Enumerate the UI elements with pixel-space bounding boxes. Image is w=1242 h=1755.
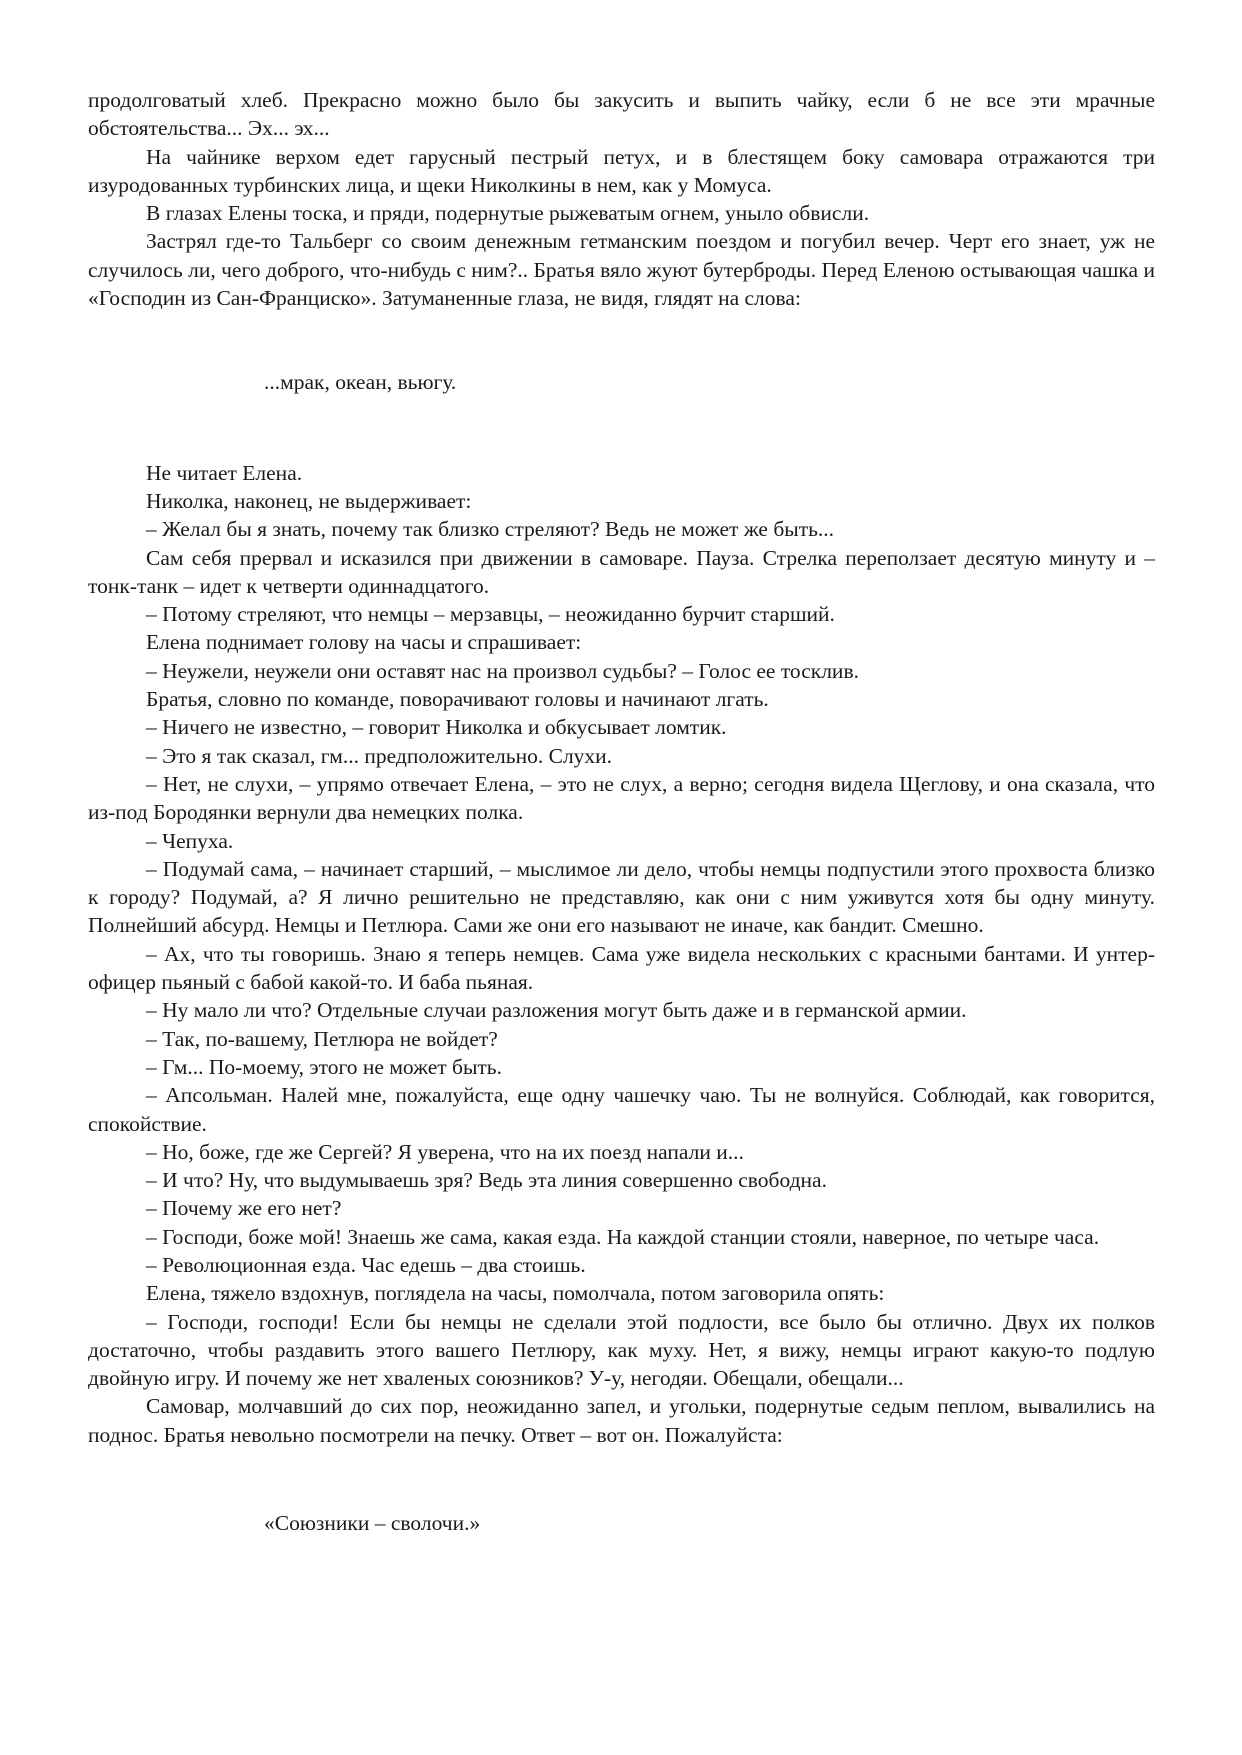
paragraph: – Так, по-вашему, Петлюра не войдет? [146, 1026, 498, 1051]
text-block-dialogue [88, 459, 1155, 1449]
paragraph: – Но, боже, где же Сергей? Я уверена, что на их поезд напали и... [146, 1139, 744, 1164]
paragraph: – Подумай сама, – начинает старший, – мыслимое ли дело, чтобы немцы подпустили этого прохвоста близко к городу? Подумай, а? Я лично решительно не представляю, как они с ним уживутся хотя бы одну минуту. Полнейший абсурд. Немцы и Петлюра. Сами же они его называют не иначе, как бандит. Смешно. [88, 856, 1155, 938]
spacer [88, 312, 1155, 368]
paragraph: Застрял где-то Тальберг со своим денежным гетманским поездом и погубил вечер. Черт его знает, уж не случилось ли, чего доброго, что-нибудь с ним?.. Братья вяло жуют бутерброды. Перед Еленою остывающая чашка и «Господин из Сан-Франциско». Затуманенные глаза, не видя, глядят на слова: [88, 229, 1155, 311]
paragraph: Елена поднимает голову на часы и спрашивает: [146, 630, 582, 655]
paragraph: – Это я так сказал, гм... предположительно. Слухи. [146, 743, 613, 768]
paragraph: Сам себя прервал и исказился при движении в самоваре. Пауза. Стрелка переползает десятую минуту и – тонк-танк – идет к четверти одиннадцатого. [88, 545, 1155, 598]
paragraph: На чайнике верхом едет гарусный пестрый петух, и в блестящем боку самовара отражаются три изуродованных турбинских лица, и щеки Николкины в нем, как у Момуса. [88, 144, 1155, 197]
paragraph: – Потому стреляют, что немцы – мерзавцы, – неожиданно бурчит старший. [146, 602, 835, 627]
paragraph: продолговатый хлеб. Прекрасно можно было бы закусить и выпить чайку, если б не все эти мрачные обстоятельства... Эх... эх... [88, 88, 1155, 141]
paragraph: – Желал бы я знать, почему так близко стреляют? Ведь не может же быть... [146, 517, 835, 542]
paragraph: – И что? Ну, что выдумываешь зря? Ведь эта линия совершенно свободна. [146, 1168, 827, 1193]
spacer [88, 1449, 1155, 1509]
inscription-quote: ...мрак, океан, вьюгу. [264, 370, 457, 395]
paragraph: – Ах, что ты говоришь. Знаю я теперь немцев. Сама уже видела нескольких с красными бантами. И унтер-офицер пьяный с бабой какой-то. И баба пьяная. [88, 941, 1155, 995]
paragraph: – Нет, не слухи, – упрямо отвечает Елена, – это не слух, а верно; сегодня видела Щеглову, и она сказала, что из-под Бородянки вернули два немецких полка. [88, 771, 1155, 825]
paragraph: Николка, наконец, не выдерживает: [146, 488, 472, 513]
paragraph: – Ничего не известно, – говорит Николка и обкусывает ломтик. [146, 715, 727, 740]
paragraph: – Ну мало ли что? Отдельные случаи разложения могут быть даже и в германской армии. [146, 998, 967, 1023]
paragraph: Елена, тяжело вздохнув, поглядела на часы, помолчала, потом заговорила опять: [146, 1281, 885, 1306]
paragraph: В глазах Елены тоска, и пряди, подернутые рыжеватым огнем, уныло обвисли. [146, 201, 870, 226]
paragraph: – Гм... По-моему, этого не может быть. [146, 1054, 502, 1079]
inscription-quote-final: «Союзники – сволочи.» [264, 1511, 481, 1536]
paragraph: – Революционная езда. Час едешь – два стоишь. [146, 1252, 586, 1277]
spacer [88, 397, 1155, 459]
paragraph: Самовар, молчавший до сих пор, неожиданно запел, и угольки, подернутые седым пеплом, вывалились на поднос. Братья невольно посмотрели на печку. Ответ – вот он. Пожалуйста: [88, 1394, 1155, 1447]
document-page [88, 86, 1155, 1537]
paragraph: – Чепуха. [146, 828, 234, 853]
paragraph: – Господи, господи! Если бы немцы не сделали этой подлости, все было бы отлично. Двух их полков достаточно, чтобы раздавить этого вашего Петлюру, как муху. Нет, я вижу, немцы играют какую-то подлую двойную игру. И почему же нет хваленых союзников? У-у, негодяи. Обещали, обещали... [88, 1309, 1155, 1391]
text-block-opening [88, 86, 1155, 312]
paragraph: – Апсольман. Налей мне, пожалуйста, еще одну чашечку чаю. Ты не волнуйся. Соблюдай, как говорится, спокойствие. [88, 1083, 1155, 1136]
paragraph: – Неужели, неужели они оставят нас на произвол судьбы? – Голос ее тосклив. [146, 658, 859, 683]
paragraph: Не читает Елена. [146, 460, 303, 485]
paragraph: – Почему же его нет? [146, 1196, 342, 1221]
paragraph: – Господи, боже мой! Знаешь же сама, какая езда. На каждой станции стояли, наверное, по четыре часа. [146, 1224, 1100, 1249]
paragraph: Братья, словно по команде, поворачивают головы и начинают лгать. [146, 687, 769, 712]
